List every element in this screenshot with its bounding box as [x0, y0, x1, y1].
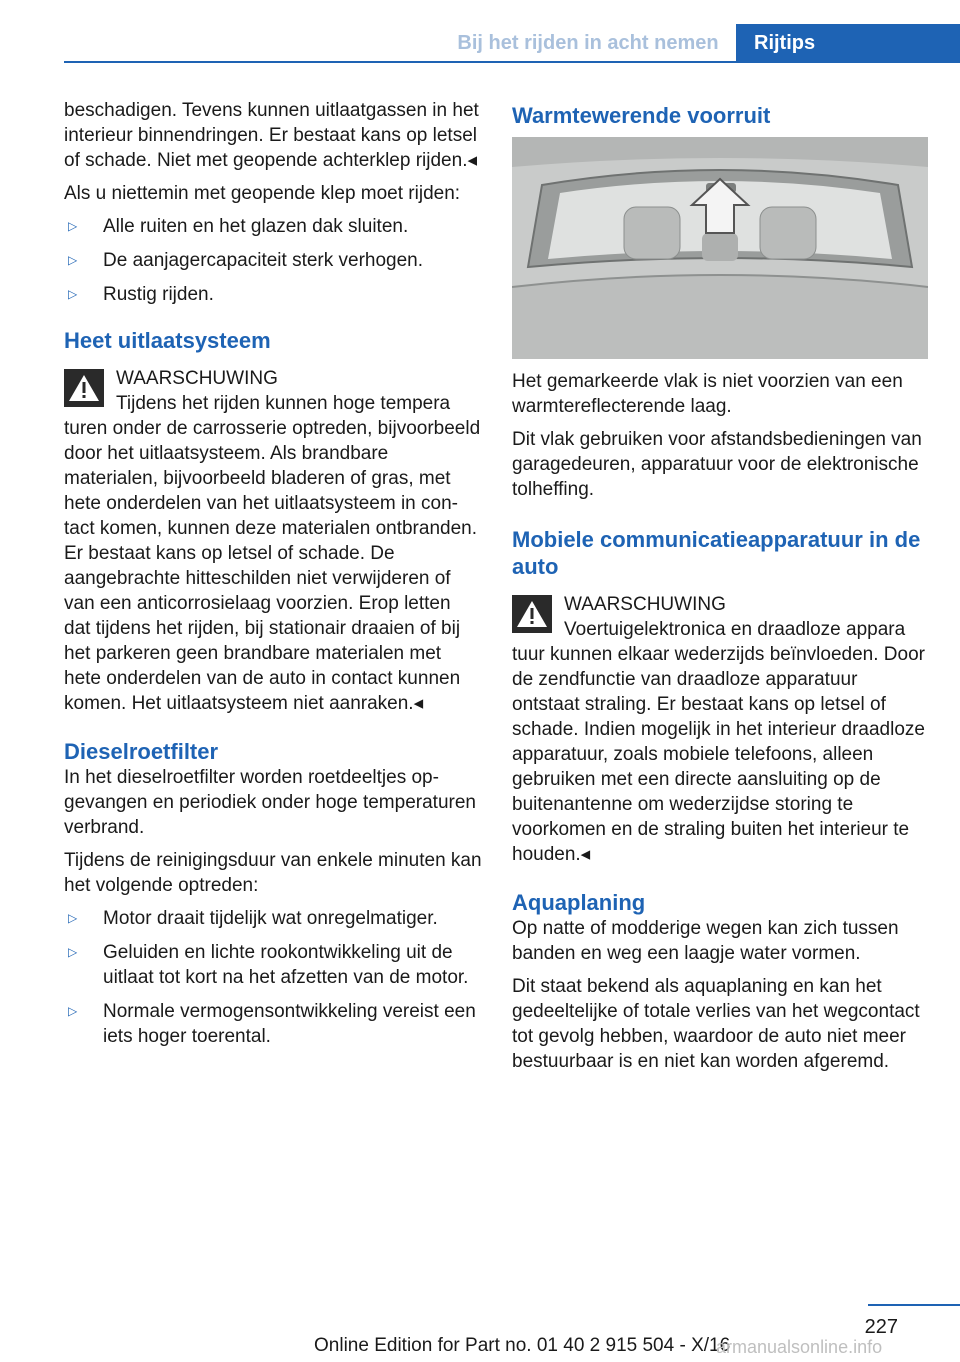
list-item: ▷ Geluiden en lichte rookontwikkeling uit de uitlaat tot kort na het afzetten van de motor.: [64, 940, 482, 990]
warning-block: [512, 592, 930, 867]
header-section-label: Bij het rijden in acht nemen: [457, 31, 719, 54]
header-rule: [64, 61, 960, 63]
list-item: ▷ De aanjagercapaciteit sterk verhogen.: [64, 248, 482, 273]
watermark: armanualsonline.info: [716, 1337, 883, 1357]
heading-exhaust: Heet uitlaatsysteem: [64, 328, 271, 353]
triangle-bullet-icon: ▷: [68, 219, 78, 233]
list-item: ▷ Alle ruiten en het glazen dak sluiten.: [64, 214, 482, 239]
triangle-bullet-icon: ▷: [68, 945, 78, 959]
paragraph: In het dieselroetfilter worden roetdeeltjes opgevangen en periodiek onder hoge temperaturen verbrand.: [64, 767, 476, 838]
triangle-bullet-icon: ▷: [68, 253, 78, 267]
triangle-bullet-icon: ▷: [68, 911, 78, 925]
list-item: ▷ Rustig rijden.: [64, 282, 482, 307]
paragraph: beschadigen. Tevens kunnen uitlaatgassen in het interieur binnendringen. Er bestaat kans op letsel of schade. Niet met geopende achterklep rijden.◂: [64, 100, 479, 171]
footer-rule: [868, 1304, 960, 1306]
paragraph: Het gemarkeerde vlak is niet voorzien van een warmtereflecterende laag.: [512, 371, 903, 417]
triangle-bullet-icon: ▷: [68, 287, 78, 301]
heading-mobile: Mobiele communicatieapparatuur in de auto: [512, 527, 921, 579]
bullet-list: [64, 906, 482, 1049]
windscreen-figure: [512, 137, 928, 359]
warning-icon: [512, 595, 552, 633]
heading-filter: Dieselroetfilter: [64, 739, 219, 764]
left-column: [64, 98, 482, 1058]
paragraph: Als u niettemin met geopende klep moet rijden:: [64, 183, 461, 204]
right-column: [512, 98, 930, 1082]
warning-block: [64, 366, 482, 716]
warning-text-first: Tijdens het rijden kunnen hoge tempera: [116, 393, 451, 414]
heading-windscreen: Warmtewerende voorruit: [512, 103, 771, 128]
warning-icon: [64, 369, 104, 407]
warning-title: WAARSCHUWING: [116, 368, 278, 389]
list-item: ▷ Normale vermogensontwikkeling vereist een iets hoger toerental.: [64, 999, 482, 1049]
warning-text: tuur kunnen elkaar wederzijds beïnvloeden. Door de zendfunctie van draadloze apparatuur ontstaat straling. Er bestaat kans op letsel of schade. Indien mogelijk in het interieur draadloze apparatuur, zoals mobiele telefoons, alleen gebruiken met een directe aansluiting op de buitenantenne om wederzijdse storing te voorkomen en de straling buiten het interieur te houden.◂: [512, 644, 925, 865]
heading-aquaplaning: Aquaplaning: [512, 890, 646, 915]
edition-text: Online Edition for Part no. 01 40 2 915 504 - X/16: [314, 1335, 731, 1356]
list-item: ▷ Motor draait tijdelijk wat onregelmatiger.: [64, 906, 482, 931]
header-chapter-tab: Rijtips: [736, 24, 960, 62]
triangle-bullet-icon: ▷: [68, 1004, 78, 1018]
warning-title: WAARSCHUWING: [564, 594, 726, 615]
bullet-list: [64, 214, 482, 307]
warning-text: turen onder de carrosserie optreden, bijvoorbeeld door het uitlaatsysteem. Als brandbare materialen, bijvoorbeeld bladeren of gras, met hete onderdelen van het uitlaatsysteem in contact komen, kunnen deze materialen ontbranden. Er bestaat kans op letsel of schade. De aangebrachte hitteschilden niet verwijderen of van een anticorrosielaag voorzien. Erop letten dat tijdens het rijden, bij stationair draaien of bij het parkeren geen brandbare materialen met hete onderdelen van de auto in contact kunnen komen. Het uitlaatsysteem niet aanraken.◂: [64, 418, 481, 714]
paragraph: Tijdens de reinigingsduur van enkele minuten kan het volgende optreden:: [64, 850, 482, 896]
warning-text-first: Voertuigelektronica en draadloze appara: [564, 619, 906, 640]
windscreen-illustration: [512, 137, 928, 359]
page-number: 227: [864, 1316, 898, 1338]
paragraph: Op natte of modderige wegen kan zich tussen banden en weg een laagje water vormen.: [512, 918, 899, 964]
paragraph: Dit vlak gebruiken voor afstandsbedieningen van garagedeuren, apparatuur voor de elektronische tolheffing.: [512, 429, 922, 500]
paragraph: Dit staat bekend als aquaplaning en kan het gedeeltelijke of totale verlies van het wegcontact tot gevolg hebben, waardoor de auto niet meer bestuurbaar is en niet kan worden afgeremd.: [512, 976, 920, 1072]
